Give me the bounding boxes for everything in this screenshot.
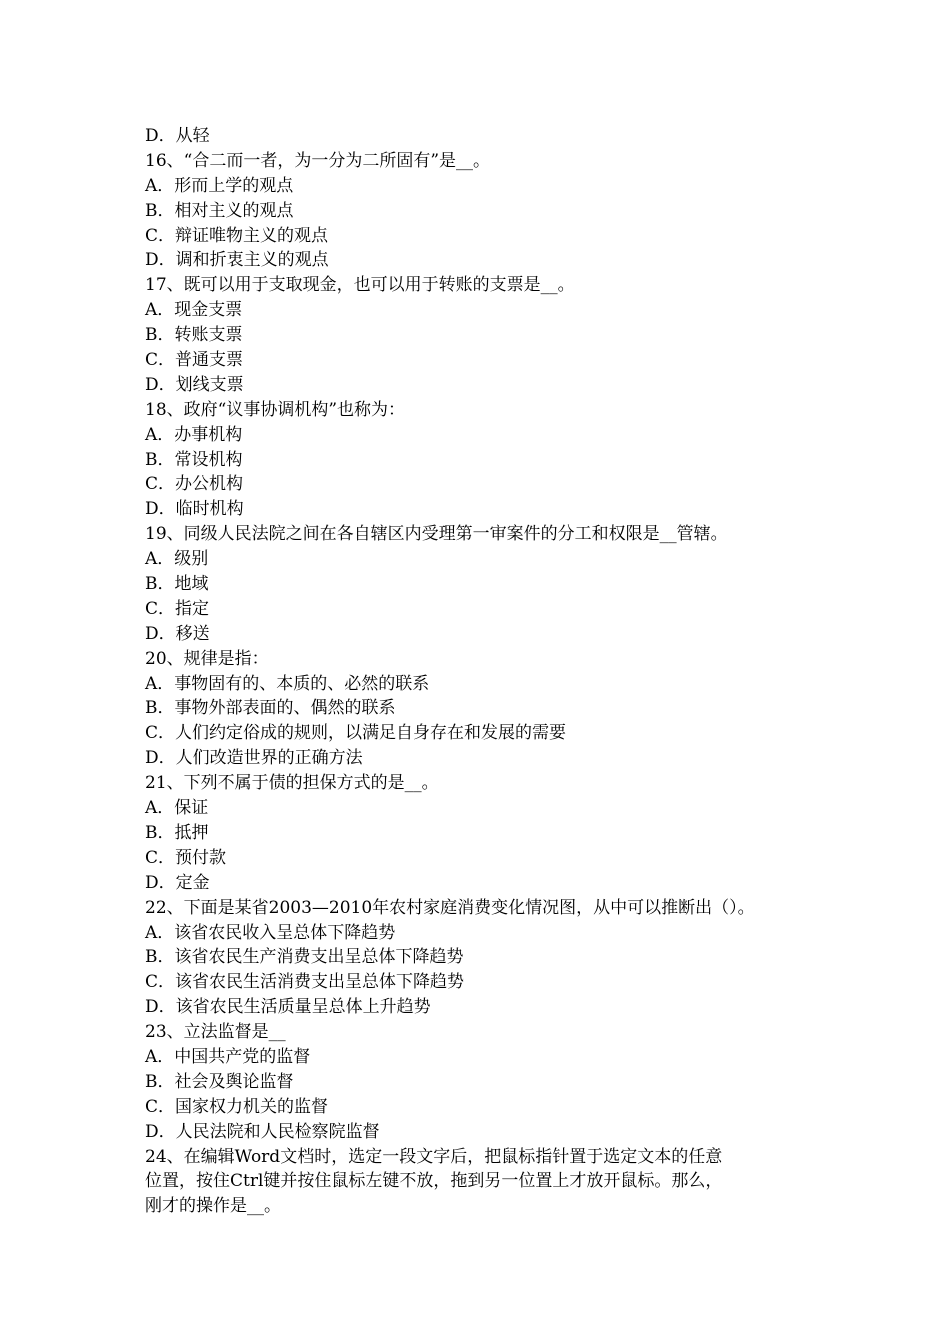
answer-option: D．调和折衷主义的观点 bbox=[145, 250, 329, 271]
answer-option: A．形而上学的观点 bbox=[145, 175, 294, 196]
question-24-line-1: 24、在编辑Word文档时，选定一段文字后，把鼠标指针置于选定文本的任意 bbox=[145, 1146, 723, 1167]
answer-option: C．预付款 bbox=[145, 847, 227, 868]
answer-option: D．临时机构 bbox=[145, 499, 244, 520]
answer-option: C．普通支票 bbox=[145, 350, 244, 371]
answer-option: B．常设机构 bbox=[145, 449, 243, 470]
answer-option: C．办公机构 bbox=[145, 474, 244, 495]
answer-option: C．该省农民生活消费支出呈总体下降趋势 bbox=[145, 972, 465, 993]
answer-option: D．该省农民生活质量呈总体上升趋势 bbox=[145, 997, 431, 1018]
document-page bbox=[145, 124, 825, 1219]
answer-option: C．指定 bbox=[145, 598, 210, 619]
answer-option: B．该省农民生产消费支出呈总体下降趋势 bbox=[145, 947, 464, 968]
answer-option: D．移送 bbox=[145, 623, 210, 644]
question-20: 20、规律是指： bbox=[145, 648, 269, 669]
answer-option: D．人民法院和人民检察院监督 bbox=[145, 1121, 380, 1142]
answer-option: C．辩证唯物主义的观点 bbox=[145, 225, 329, 246]
answer-option: A．现金支票 bbox=[145, 300, 243, 321]
question-17: 17、既可以用于支取现金，也可以用于转账的支票是__。 bbox=[145, 275, 575, 296]
answer-option: A．办事机构 bbox=[145, 424, 243, 445]
question-24-line-2: 位置，按住Ctrl键并按住鼠标左键不放，拖到另一位置上才放开鼠标。那么， bbox=[145, 1171, 723, 1192]
answer-option: D．从轻 bbox=[145, 126, 210, 146]
answer-option: C．人们约定俗成的规则，以满足自身存在和发展的需要 bbox=[145, 723, 567, 744]
answer-option: B．地域 bbox=[145, 574, 209, 595]
answer-option: C．国家权力机关的监督 bbox=[145, 1096, 329, 1117]
question-22: 22、下面是某省2003—2010年农村家庭消费变化情况图，从中可以推断出（）。 bbox=[145, 897, 755, 918]
answer-option: A．该省农民收入呈总体下降趋势 bbox=[145, 922, 396, 943]
answer-option: B．抵押 bbox=[145, 822, 209, 843]
question-16: 16、“合二而一者，为一分为二所固有”是__。 bbox=[145, 150, 491, 171]
question-18: 18、政府“议事协调机构”也称为： bbox=[145, 399, 406, 420]
answer-option: B．相对主义的观点 bbox=[145, 200, 294, 221]
question-23: 23、立法监督是__ bbox=[145, 1022, 286, 1043]
question-24-line-3: 刚才的操作是__。 bbox=[145, 1196, 281, 1217]
answer-option: B．转账支票 bbox=[145, 325, 243, 346]
question-21: 21、下列不属于债的担保方式的是__。 bbox=[145, 773, 439, 794]
question-19: 19、同级人民法院之间在各自辖区内受理第一审案件的分工和权限是__管辖。 bbox=[145, 524, 728, 545]
answer-option: A．中国共产党的监督 bbox=[145, 1046, 311, 1067]
answer-option: D．划线支票 bbox=[145, 374, 244, 395]
answer-option: B．社会及舆论监督 bbox=[145, 1071, 294, 1092]
answer-option: D．人们改造世界的正确方法 bbox=[145, 748, 363, 769]
answer-option: A．保证 bbox=[145, 798, 209, 819]
answer-option: A．事物固有的、本质的、必然的联系 bbox=[145, 673, 430, 694]
answer-option: B．事物外部表面的、偶然的联系 bbox=[145, 698, 396, 719]
answer-option: A．级别 bbox=[145, 549, 209, 570]
answer-option: D．定金 bbox=[145, 872, 210, 893]
